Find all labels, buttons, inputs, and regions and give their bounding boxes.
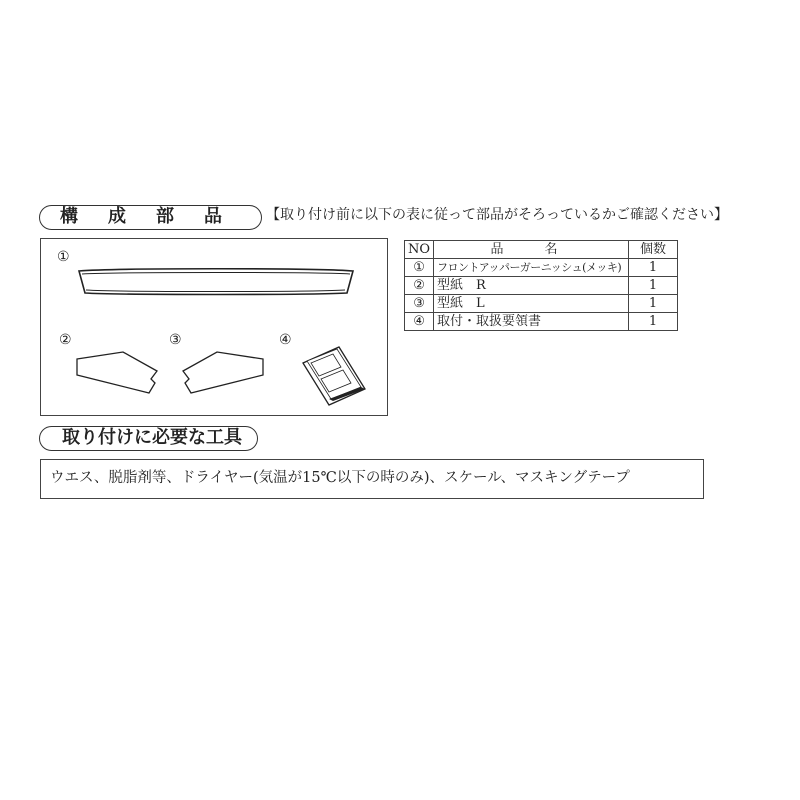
tools-list: ウエス、脱脂剤等、ドライヤー(気温が15℃以下の時のみ)、スケール、マスキングテープ <box>50 470 630 486</box>
column-header-no: NO <box>405 241 434 259</box>
parts-table <box>404 240 678 331</box>
row-no: ② <box>405 277 434 295</box>
part-label-4: ④ <box>279 332 292 348</box>
part-label-1: ① <box>57 249 70 265</box>
table-row <box>405 259 678 277</box>
row-no: ③ <box>405 295 434 313</box>
table-row <box>405 295 678 313</box>
parts-check-note: 【取り付け前に以下の表に従って部品がそろっているかご確認ください】 <box>266 207 728 223</box>
row-qty: 1 <box>629 295 678 313</box>
parts-diagram <box>40 238 388 416</box>
row-qty: 1 <box>629 277 678 295</box>
table-row <box>405 277 678 295</box>
manual-illustration <box>299 341 371 407</box>
row-name: 取付・取扱要領書 <box>434 313 629 331</box>
row-name: 型紙 L <box>434 295 629 313</box>
template-r-illustration <box>75 349 165 395</box>
row-qty: 1 <box>629 259 678 277</box>
row-name: 型紙 R <box>434 277 629 295</box>
row-name: フロントアッパーガーニッシュ(メッキ) <box>434 259 629 277</box>
part-label-3: ③ <box>169 332 182 348</box>
garnish-illustration <box>75 265 357 297</box>
template-l-illustration <box>175 349 265 395</box>
parts-table-header <box>405 241 678 259</box>
part-label-2: ② <box>59 332 72 348</box>
row-no: ④ <box>405 313 434 331</box>
tools-section-title: 取り付けに必要な工具 <box>62 427 242 448</box>
row-no: ① <box>405 259 434 277</box>
table-row <box>405 313 678 331</box>
column-header-qty: 個数 <box>629 241 678 259</box>
parts-section-title: 構 成 部 品 <box>60 206 228 227</box>
column-header-name: 品 名 <box>434 241 629 259</box>
row-qty: 1 <box>629 313 678 331</box>
